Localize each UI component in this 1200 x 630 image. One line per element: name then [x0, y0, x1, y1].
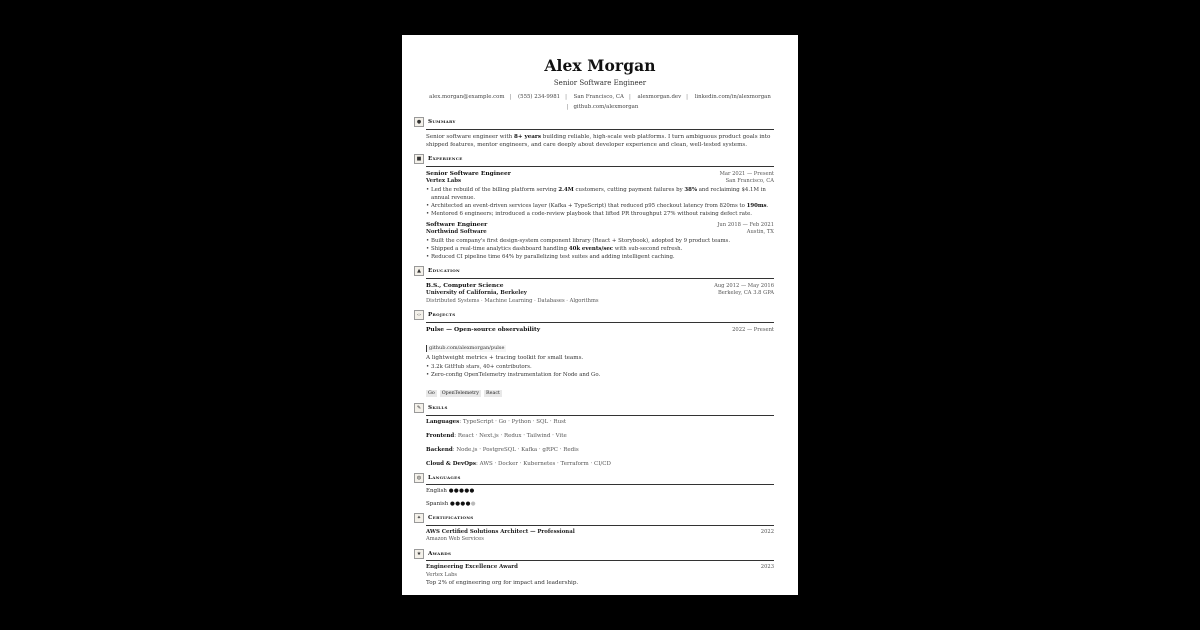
rating-dot: ●	[464, 488, 470, 495]
rating-dot: ●	[455, 501, 461, 508]
section-heading: Summary	[428, 119, 456, 125]
education-section	[417, 266, 774, 305]
section-heading: Experience	[428, 156, 463, 163]
job-dates: Mar 2021 — Present	[719, 170, 774, 177]
list-item: • Zero-config OpenTelemetry instrumentation for Node and Go.	[426, 371, 774, 379]
project-tags	[426, 379, 774, 398]
degree: B.S., Computer Science	[426, 281, 504, 289]
education-location: Berkeley, CA 3.8 GPA	[717, 290, 774, 297]
rating-dot: ●	[459, 488, 465, 495]
list-item: • Mentored 6 engineers; introduced a code-review playbook that lifted PR throughput 27% without raising defect rate.	[426, 210, 774, 218]
job-entry	[426, 170, 774, 219]
skills-section	[416, 403, 774, 468]
award-description: Top 2% of engineering org for impact and leadership.	[426, 580, 579, 587]
list-item: • Led the rebuild of the billing platform serving 2.4M customers, cutting payment failures by 38% and reclaiming $4.1M in annual revenue.	[426, 186, 774, 202]
proficiency-rating	[449, 488, 475, 494]
section-divider	[426, 166, 774, 167]
globe-icon: ◍	[414, 473, 424, 483]
certification-title: AWS Certified Solutions Architect — Professional	[426, 528, 575, 535]
section-divider	[426, 560, 774, 561]
language-item: English ●●●●●	[426, 488, 475, 495]
job-entry	[426, 221, 774, 262]
candidate-title: Senior Software Engineer	[553, 79, 647, 87]
section-divider	[426, 129, 774, 130]
award-org: Vertex Labs	[426, 571, 458, 578]
graduation-cap-icon: ▲	[414, 266, 424, 276]
summary-section	[416, 117, 774, 149]
certifications-section	[416, 513, 774, 544]
job-dates: Jun 2018 — Feb 2021	[717, 221, 774, 228]
trophy-icon: ★	[414, 549, 424, 559]
job-company: Vertex Labs	[426, 178, 462, 185]
award-title: Engineering Excellence Award	[426, 564, 518, 571]
skill-group: Languages: TypeScript · Go · Python · SQL · Rust	[426, 418, 567, 425]
rating-dot: ●	[449, 501, 456, 508]
list-item: • Architected an event-driven services layer (Kafka + TypeScript) that reduced p95 checkout latency from 820ms to 190ms.	[426, 202, 774, 210]
rating-dot: ●	[469, 488, 475, 495]
rating-dot: ●	[470, 501, 476, 508]
person-icon: ●	[414, 117, 424, 127]
certification-year: 2022	[760, 528, 774, 535]
tag-badge: React	[486, 391, 500, 397]
list-item: • 3.2k GitHub stars, 40+ contributors.	[426, 363, 774, 371]
section-divider	[426, 322, 774, 323]
location-text: San Francisco, CA	[573, 94, 624, 100]
skill-group: Frontend: React · Next.js · Redux · Tailwind · Vite	[426, 432, 567, 439]
section-heading: Skills	[428, 405, 448, 412]
certification-issuer: Amazon Web Services	[426, 536, 484, 543]
rating-dot: ●	[460, 501, 466, 508]
job-title: Senior Software Engineer	[426, 169, 511, 177]
experience-section	[416, 154, 774, 261]
section-heading: Awards	[428, 550, 452, 557]
section-divider	[426, 525, 774, 526]
code-icon: ‹›	[414, 310, 424, 320]
project-description: A lightweight metrics + tracing toolkit for small teams.	[426, 355, 584, 362]
projects-section	[417, 310, 774, 398]
skill-group: Backend: Node.js · PostgreSQL · Kafka · gRPC · Redis	[426, 446, 579, 453]
job-location: San Francisco, CA	[725, 178, 774, 185]
section-heading: Education	[428, 268, 460, 275]
github-link[interactable]: github.com/alexmorgan	[573, 103, 639, 110]
project-dates: 2022 — Present	[732, 326, 774, 333]
job-title: Software Engineer	[426, 220, 488, 228]
proficiency-rating	[450, 501, 476, 507]
section-divider	[426, 278, 774, 279]
skill-group: Cloud & DevOps: AWS · Docker · Kubernetes · Terraform · CI/CD	[426, 460, 611, 467]
candidate-name: Alex Morgan	[544, 56, 656, 75]
coursework: Distributed Systems · Machine Learning · Databases · Algorithms	[426, 297, 599, 304]
website-link[interactable]: alexmorgan.dev	[637, 94, 682, 100]
award-year: 2023	[760, 564, 774, 571]
contact-line: alex.morgan@example.com | (555) 234-9981 | San Francisco, CA | alexmorgan.dev | linkedin.com/in/alexmorgan | github.com/alexmorgan	[429, 94, 771, 110]
project-link[interactable]: github.com/alexmorgan/pulse	[426, 345, 506, 352]
awards-section	[416, 549, 774, 588]
tag-badge: Go	[428, 391, 435, 397]
languages-section	[416, 473, 774, 509]
phone-text: (555) 234-9981	[518, 94, 561, 100]
section-divider	[426, 484, 774, 485]
rating-dot: ●	[453, 488, 460, 495]
list-item: • Built the company's first design-system component library (React + Storybook), adopted by 9 product teams.	[426, 237, 774, 245]
list-item: • Reduced CI pipeline time 64% by parallelizing test suites and adding intelligent caching.	[426, 253, 774, 261]
tag-badge: OpenTelemetry	[441, 391, 480, 397]
language-item: Spanish ●●●●●	[426, 501, 476, 508]
resume-page	[402, 35, 798, 595]
section-divider	[426, 415, 774, 416]
certificate-icon: ✦	[414, 513, 424, 523]
project-title: Pulse — Open-source observability	[426, 325, 541, 333]
education-dates: Aug 2012 — May 2016	[714, 282, 774, 289]
list-item: • Shipped a real-time analytics dashboard handling 40k events/sec with sub-second refresh.	[426, 245, 774, 253]
school: University of California, Berkeley	[426, 290, 527, 297]
rating-dot: ●	[448, 488, 454, 495]
section-heading: Projects	[428, 312, 456, 319]
briefcase-icon: ■	[414, 154, 424, 164]
summary-text: Senior software engineer with 8+ years building reliable, high-scale web platforms. I turn ambiguous product goals into shipped features, mentor engineers, and care deeply about developer experience and clean, well-tested systems.	[426, 133, 771, 148]
tools-icon: ✎	[414, 403, 424, 413]
section-heading: Languages	[428, 474, 461, 481]
email-link[interactable]: alex.morgan@example.com	[429, 94, 505, 100]
linkedin-link[interactable]: linkedin.com/in/alexmorgan	[694, 94, 771, 100]
rating-dot: ●	[465, 501, 471, 508]
job-location: Austin, TX	[746, 229, 774, 236]
section-heading: Certifications	[428, 515, 474, 522]
job-company: Northwind Software	[426, 229, 487, 236]
